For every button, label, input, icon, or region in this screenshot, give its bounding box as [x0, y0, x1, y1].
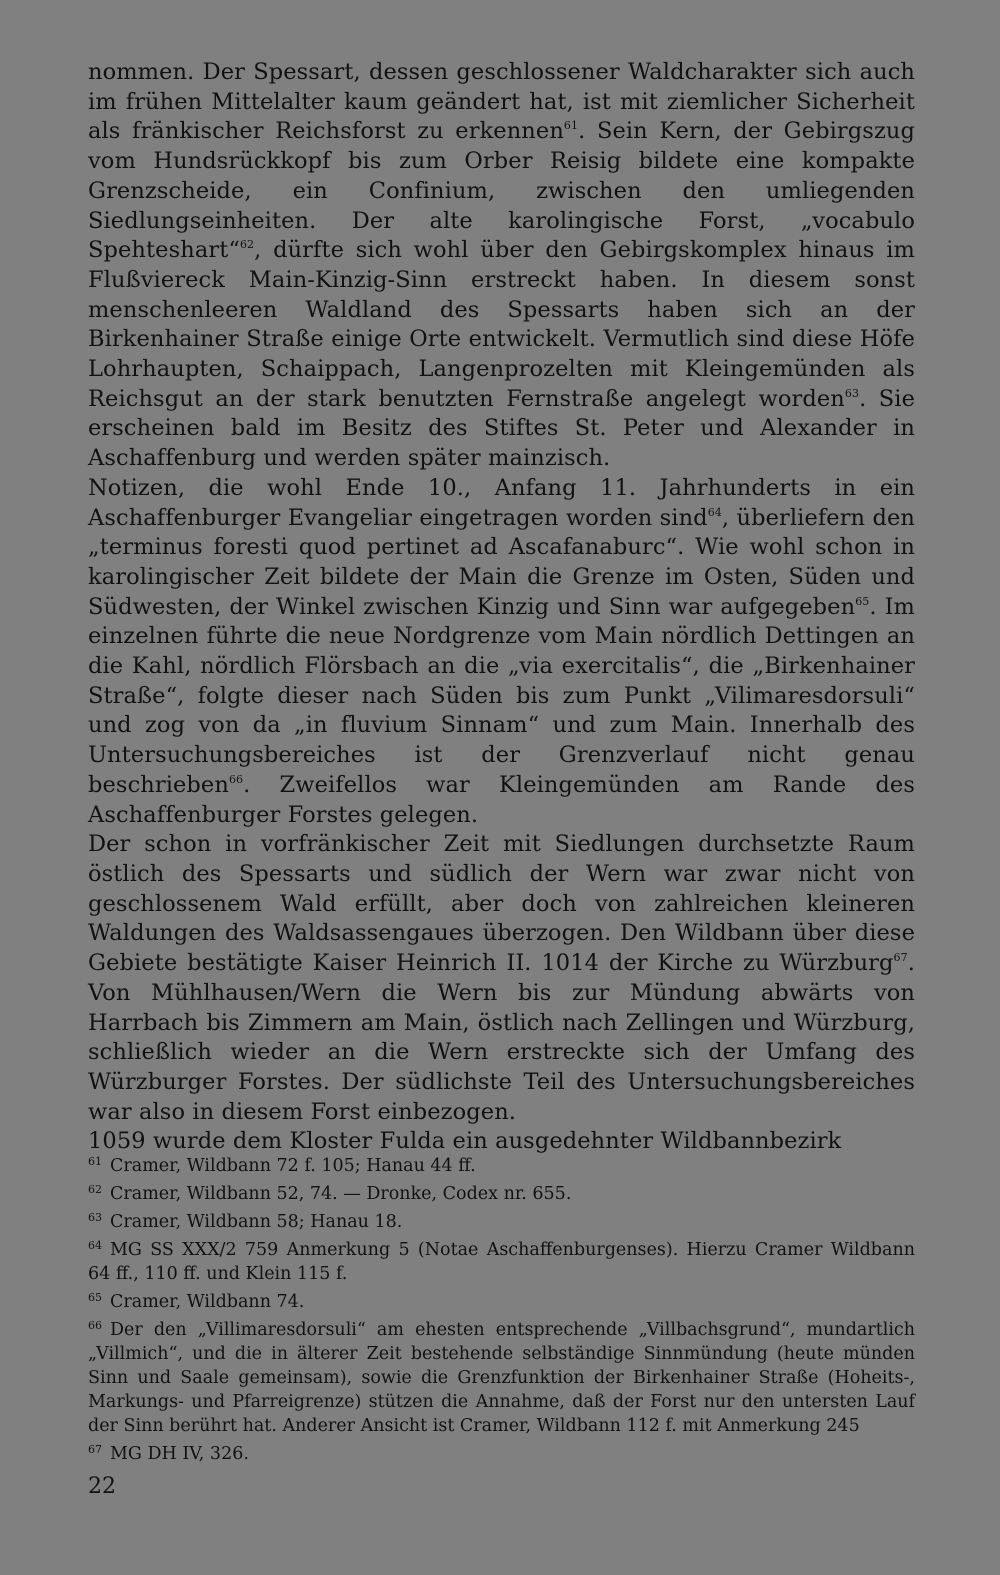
text-run: . Sie erscheinen bald im Besitz des Stiftes St. Peter und Alexander in Aschaffenburg und werden später mainzisch.	[88, 385, 916, 472]
footnote	[88, 1234, 915, 1286]
footnote-number: 66	[88, 1319, 102, 1332]
footnote	[88, 1178, 915, 1206]
footnote-text: Cramer, Wildbann 58; Hanau 18.	[110, 1212, 403, 1232]
footnote-text: Cramer, Wildbann 74.	[110, 1292, 305, 1312]
footnote-reference: 66	[228, 772, 244, 786]
main-text	[88, 58, 915, 1157]
text-run: , dürfte sich wohl über den Gebirgskomplex hinaus im Flußviereck Main-Kinzig-Sinn erstreckt haben. In diesem sonst menschenleeren Waldland des Spessarts haben sich an der Birkenhainer Straße einige Orte entwickelt. Vermutlich sind diese Höfe Lohrhaupten, Schaippach, Langenprozelten mit Kleingemünden als Reichsgut an der stark benutzten Fernstraße angelegt worden	[88, 237, 915, 412]
text-run: Notizen, die wohl Ende 10., Anfang 11. Jahrhunderts in ein Aschaffenburger Evangeliar eingetragen worden sind	[88, 474, 915, 531]
footnote	[88, 1438, 915, 1466]
page-number: 22	[88, 1474, 116, 1499]
footnote-text: MG DH IV, 326.	[110, 1444, 249, 1464]
text-run: . Zweifellos war Kleingemünden am Rande des Aschaffenburger Forstes gelegen.	[88, 771, 915, 828]
text-run: . Sein Kern, der Gebirgszug vom Hundsrückkopf bis zum Orber Reisig bildete eine kompakte Grenzscheide, ein Confinium, zwischen den umliegenden Siedlungseinheiten. Der alte karolingische Forst, „vocabulo Spehteshart“	[88, 118, 915, 264]
text-run: , überliefern den „terminus foresti quod pertinet ad Ascafanaburc“. Wie wohl schon in karolingischer Zeit bildete der Main die Grenze im Osten, Süden und Südwesten, der Winkel zwischen Kinzig und Sinn war aufgegeben	[88, 504, 915, 620]
footnote	[88, 1286, 915, 1314]
footnote-reference: 65	[855, 594, 870, 608]
footnote-text: Cramer, Wildbann 72 f. 105; Hanau 44 ff.	[110, 1156, 476, 1176]
footnote-number: 62	[88, 1183, 102, 1196]
paragraph	[88, 474, 915, 830]
text-run: Der schon in vorfränkischer Zeit mit Siedlungen durchsetzte Raum östlich des Spessarts und südlich der Wern war zwar nicht von geschlossenem Wald erfüllt, aber doch von zahlreichen kleineren Waldungen des Waldsassengaues überzogen. Den Wildbann über diese Gebiete bestätigte Kaiser Heinrich II. 1014 der Kirche zu Würzburg	[88, 831, 915, 977]
footnote-number: 61	[88, 1155, 102, 1168]
footnote-text: Cramer, Wildbann 52, 74. — Dronke, Codex nr. 655.	[110, 1184, 572, 1204]
text-run: nommen. Der Spessart, dessen geschlossener Waldcharakter sich auch im frühen Mittelalter kaum geändert hat, ist mit ziemlicher Sicherheit als fränkischer Reichsforst zu erkennen	[88, 59, 915, 145]
text-run: . Von Mühlhausen/Wern die Wern bis zur Mündung abwärts von Harrbach bis Zimmern am Main, östlich nach Zellingen und Würzburg, schließlich wieder an die Wern erstreckte sich der Umfang des Würzburger Forstes. Der südlichste Teil des Untersuchungsbereiches war also in diesem Forst einbezogen.	[88, 950, 915, 1125]
footnote-number: 65	[88, 1291, 102, 1304]
footnote	[88, 1314, 915, 1438]
footnote-text: Der den „Villimaresdorsuli“ am ehesten entsprechende „Villbachsgrund“, mundartlich „Villmich“, und die in älterer Zeit bestehende selbständige Sinnmündung (heute münden Sinn und Saale gemeinsam), sowie die Grenzfunktion der Birkenhainer Straße (Hoheits-, Markungs- und Pfarreigrenze) stützen die Annahme, daß der Forst nur den untersten Lauf der Sinn berührt hat. Anderer Ansicht ist Cramer, Wildbann 112 f. mit Anmerkung 245	[88, 1320, 915, 1436]
footnote-number: 63	[88, 1211, 102, 1224]
footnote-reference: 63	[844, 386, 860, 400]
footnote-reference: 62	[239, 238, 255, 252]
footnote-reference: 64	[707, 505, 722, 519]
footnote-reference: 61	[563, 119, 579, 133]
footnote	[88, 1206, 915, 1234]
paragraph	[88, 58, 915, 474]
footnote	[88, 1150, 915, 1178]
footnote-text: MG SS XXX/2 759 Anmerkung 5 (Notae Aschaffenburgenses). Hierzu Cramer Wildbann 64 ff., 110 ff. und Klein 115 f.	[88, 1240, 915, 1284]
footnotes	[88, 1150, 915, 1466]
text-run: 1059 wurde dem Kloster Fulda ein ausgedehnter Wildbannbezirk	[88, 1128, 842, 1155]
text-run: . Im einzelnen führte die neue Nordgrenze vom Main nördlich Dettingen an die Kahl, nördlich Flörsbach an die „via exercitalis“, die „Birkenhainer Straße“, folgte dieser nach Süden bis zum Punkt „Vilimaresdorsuli“ und zog von da „in fluvium Sinnam“ und zum Main. Innerhalb des Untersuchungsbereiches ist der Grenzverlauf nicht genau beschrieben	[88, 593, 915, 798]
footnote-reference: 67	[893, 951, 908, 965]
paragraph	[88, 830, 915, 1127]
footnote-number: 67	[88, 1443, 102, 1456]
footnote-number: 64	[88, 1239, 102, 1252]
